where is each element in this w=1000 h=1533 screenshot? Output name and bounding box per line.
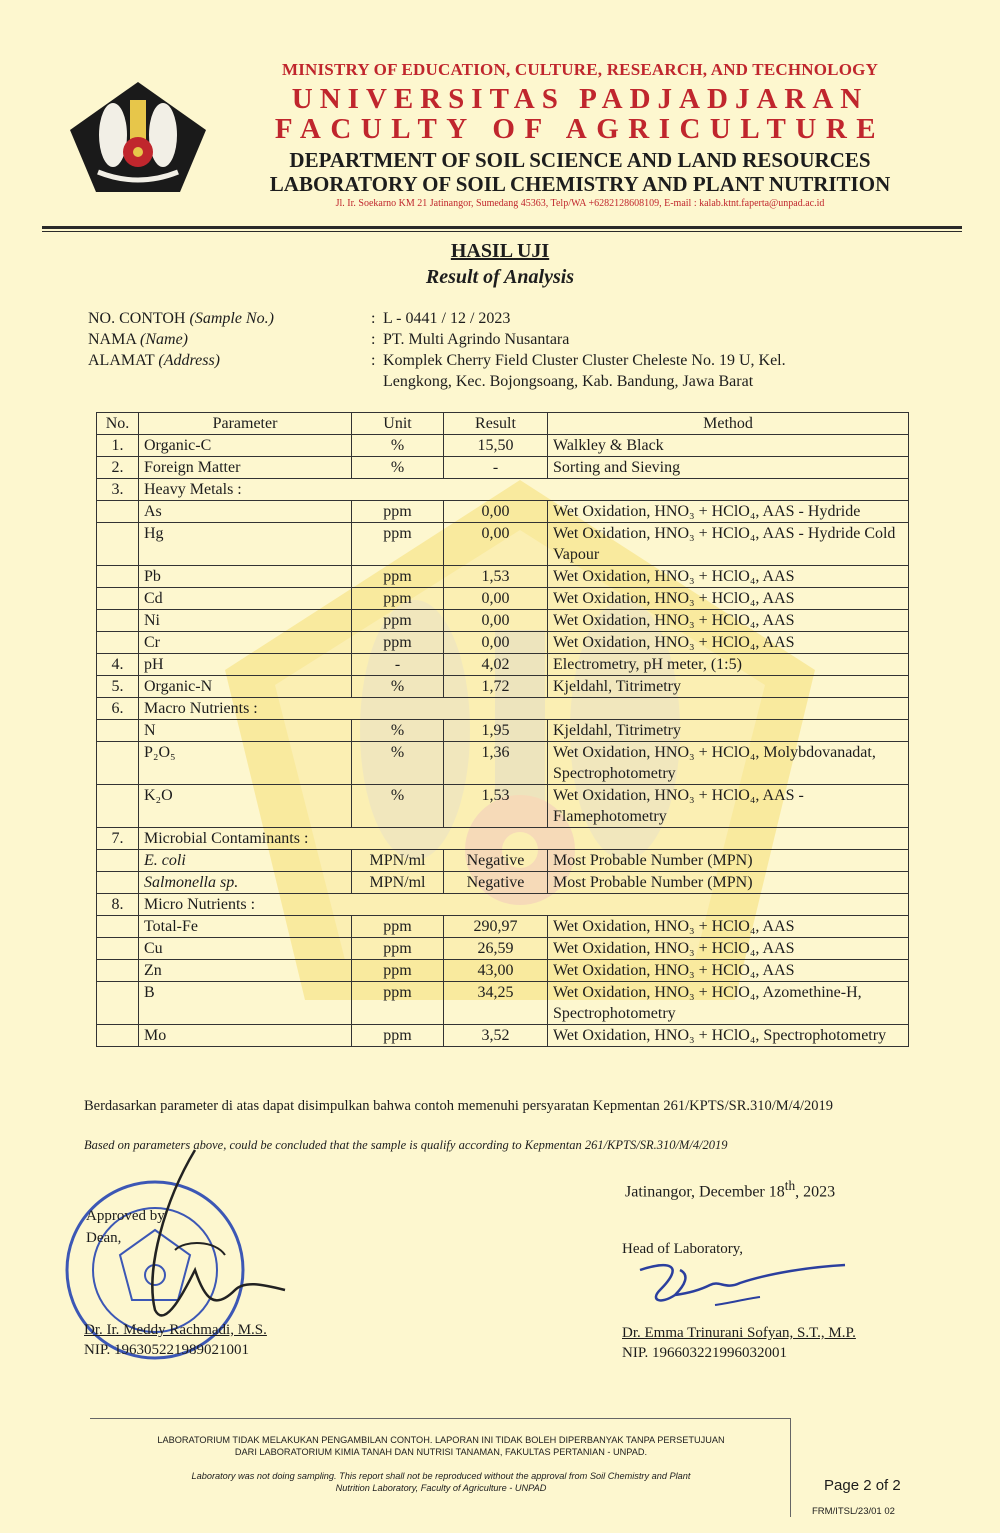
- unit-cell: %: [352, 742, 444, 785]
- method-cell: Wet Oxidation, HNO₃ + HClO₄, AAS: [548, 938, 909, 960]
- page-number: Page 2 of 2: [824, 1477, 901, 1494]
- result-cell: 290,97: [444, 916, 548, 938]
- unit-cell: ppm: [352, 610, 444, 632]
- table-section-row: [97, 828, 909, 850]
- unit-cell: ppm: [352, 523, 444, 566]
- table-row: [97, 960, 909, 982]
- unpad-logo-icon: [68, 80, 208, 195]
- sample-info: [88, 308, 908, 392]
- header-method: Method: [548, 413, 909, 435]
- row-number: 2.: [97, 457, 139, 479]
- parameter-cell: Pb: [139, 566, 352, 588]
- method-cell: Most Probable Number (MPN): [548, 872, 909, 894]
- sample-address-row: ALAMAT (Address) : Komplek Cherry Field Cluster Cluster Cheleste No. 19 U, Kel.: [88, 352, 786, 369]
- approved-by-label: Approved by: [86, 1208, 165, 1224]
- sample-address-label: ALAMAT: [88, 352, 155, 369]
- parameter-cell: N: [139, 720, 352, 742]
- footer-notice-id: LABORATORIUM TIDAK MELAKUKAN PENGAMBILAN CONTOH. LAPORAN INI TIDAK BOLEH DIPERBANYAK TANPA PERSETUJUAN DARI LABORATORIUM KIMIA TANAH DAN NUTRISI TANAMAN, FAKULTAS PERTANIAN - UNPAD.: [157, 1435, 725, 1457]
- department-heading: DEPARTMENT OF SOIL SCIENCE AND LAND RESOURCES: [289, 148, 871, 172]
- sample-no-row: NO. CONTOH (Sample No.) : L - 0441 / 12 / 2023: [88, 310, 511, 327]
- sample-address-line2: Lengkong, Kec. Bojongsoang, Kab. Bandung, Jawa Barat: [383, 373, 754, 390]
- table-row: [97, 501, 909, 523]
- result-cell: 1,53: [444, 785, 548, 828]
- table-row: [97, 676, 909, 698]
- row-number: [97, 632, 139, 654]
- unit-cell: MPN/ml: [352, 872, 444, 894]
- section-title: Micro Nutrients :: [139, 894, 909, 916]
- sample-address-label-en: (Address): [158, 352, 220, 369]
- row-number: 3.: [97, 479, 139, 501]
- ministry-heading: MINISTRY OF EDUCATION, CULTURE, RESEARCH, AND TECHNOLOGY: [281, 60, 879, 79]
- sample-name-label-en: (Name): [140, 331, 188, 348]
- parameter-cell: Cr: [139, 632, 352, 654]
- row-number: [97, 916, 139, 938]
- row-number: 6.: [97, 698, 139, 720]
- unit-cell: %: [352, 720, 444, 742]
- page-title: HASIL UJI: [450, 240, 550, 262]
- parameter-cell: E. coli: [139, 850, 352, 872]
- place-date: Jatinangor, December 18th, 2023: [625, 1178, 836, 1201]
- method-cell: Wet Oxidation, HNO₃ + HClO₄, Azomethine-H, Spectrophotometry: [548, 982, 909, 1025]
- unit-cell: ppm: [352, 588, 444, 610]
- lab-address: Jl. Ir. Soekarno KM 21 Jatinangor, Sumedang 45363, Telp/WA +6282128608109, E-mail : kalab.ktnt.faperta@unpad.ac.id: [335, 198, 825, 209]
- university-heading: UNIVERSITAS PADJADJARAN: [291, 83, 869, 115]
- table-row: [97, 1025, 909, 1047]
- result-cell: 0,00: [444, 632, 548, 654]
- method-cell: Most Probable Number (MPN): [548, 850, 909, 872]
- table-row: [97, 654, 909, 676]
- row-number: [97, 566, 139, 588]
- row-number: 5.: [97, 676, 139, 698]
- unit-cell: %: [352, 676, 444, 698]
- result-cell: Negative: [444, 872, 548, 894]
- table-row: [97, 566, 909, 588]
- method-cell: Wet Oxidation, HNO₃ + HClO₄, AAS: [548, 588, 909, 610]
- table-row: [97, 916, 909, 938]
- unit-cell: ppm: [352, 566, 444, 588]
- method-cell: Wet Oxidation, HNO₃ + HClO₄, AAS - Hydride: [548, 501, 909, 523]
- sample-address-line1: Komplek Cherry Field Cluster Cluster Cheleste No. 19 U, Kel.: [383, 352, 786, 369]
- unit-cell: ppm: [352, 1025, 444, 1047]
- method-cell: Electrometry, pH meter, (1:5): [548, 654, 909, 676]
- parameter-cell: Foreign Matter: [139, 457, 352, 479]
- header-unit: Unit: [352, 413, 444, 435]
- method-cell: Wet Oxidation, HNO₃ + HClO₄, AAS: [548, 916, 909, 938]
- parameter-cell: Hg: [139, 523, 352, 566]
- parameter-cell: As: [139, 501, 352, 523]
- row-number: [97, 938, 139, 960]
- results-table: [96, 412, 909, 1047]
- parameter-cell: Total-Fe: [139, 916, 352, 938]
- row-number: [97, 785, 139, 828]
- head-of-lab-nip: NIP. 196603221996032001: [622, 1345, 788, 1361]
- section-title: Macro Nutrients :: [139, 698, 909, 720]
- unit-cell: ppm: [352, 632, 444, 654]
- row-number: [97, 588, 139, 610]
- table-row: [97, 742, 909, 785]
- header-parameter: Parameter: [139, 413, 352, 435]
- head-of-lab-label: Head of Laboratory,: [622, 1241, 744, 1257]
- method-cell: Wet Oxidation, HNO₃ + HClO₄, AAS - Flamephotometry: [548, 785, 909, 828]
- table-section-row: [97, 894, 909, 916]
- table-row: [97, 982, 909, 1025]
- method-cell: Wet Oxidation, HNO₃ + HClO₄, AAS: [548, 960, 909, 982]
- result-cell: 1,53: [444, 566, 548, 588]
- table-row: [97, 588, 909, 610]
- result-cell: 1,95: [444, 720, 548, 742]
- unit-cell: %: [352, 435, 444, 457]
- table-row: [97, 720, 909, 742]
- table-row: [97, 872, 909, 894]
- unit-cell: %: [352, 457, 444, 479]
- unit-cell: ppm: [352, 501, 444, 523]
- table-section-row: [97, 698, 909, 720]
- result-cell: 4,02: [444, 654, 548, 676]
- parameter-cell: Organic-N: [139, 676, 352, 698]
- table-row: [97, 610, 909, 632]
- dean-signature-icon: [125, 1140, 295, 1340]
- table-row: [97, 523, 909, 566]
- row-number: 1.: [97, 435, 139, 457]
- result-cell: Negative: [444, 850, 548, 872]
- parameter-cell: Mo: [139, 1025, 352, 1047]
- footer-box: [90, 1418, 791, 1517]
- result-cell: 26,59: [444, 938, 548, 960]
- parameter-cell: Salmonella sp.: [139, 872, 352, 894]
- row-number: [97, 982, 139, 1025]
- parameter-cell: K₂O: [139, 785, 352, 828]
- row-number: [97, 850, 139, 872]
- dean-label: Dean,: [86, 1230, 122, 1246]
- sample-name-value: PT. Multi Agrindo Nusantara: [383, 331, 570, 348]
- method-cell: Wet Oxidation, HNO₃ + HClO₄, AAS: [548, 632, 909, 654]
- results-table-body: [97, 435, 909, 1047]
- result-cell: 1,72: [444, 676, 548, 698]
- laboratory-heading: LABORATORY OF SOIL CHEMISTRY AND PLANT NUTRITION: [269, 172, 891, 196]
- header-no: No.: [97, 413, 139, 435]
- parameter-cell: pH: [139, 654, 352, 676]
- method-cell: Wet Oxidation, HNO₃ + HClO₄, Spectrophotometry: [548, 1025, 909, 1047]
- result-cell: 0,00: [444, 501, 548, 523]
- result-cell: 34,25: [444, 982, 548, 1025]
- unit-cell: MPN/ml: [352, 850, 444, 872]
- method-cell: Kjeldahl, Titrimetry: [548, 676, 909, 698]
- unit-cell: ppm: [352, 982, 444, 1025]
- result-cell: 1,36: [444, 742, 548, 785]
- table-header-row: [97, 413, 909, 435]
- method-cell: Walkley & Black: [548, 435, 909, 457]
- row-number: 7.: [97, 828, 139, 850]
- row-number: [97, 720, 139, 742]
- method-cell: Wet Oxidation, HNO₃ + HClO₄, AAS: [548, 610, 909, 632]
- parameter-cell: B: [139, 982, 352, 1025]
- row-number: [97, 960, 139, 982]
- table-row: [97, 785, 909, 828]
- conclusion-text: Berdasarkan parameter di atas dapat disimpulkan bahwa contoh memenuhi persyaratan Kepmentan 261/KPTS/SR.310/M/4/2019: [84, 1098, 833, 1114]
- method-cell: Wet Oxidation, HNO₃ + HClO₄, AAS: [548, 566, 909, 588]
- parameter-cell: Cd: [139, 588, 352, 610]
- parameter-cell: Cu: [139, 938, 352, 960]
- form-number: FRM/ITSL/23/01 02: [812, 1506, 895, 1517]
- result-cell: 0,00: [444, 610, 548, 632]
- method-cell: Wet Oxidation, HNO₃ + HClO₄, AAS - Hydride Cold Vapour: [548, 523, 909, 566]
- sample-no-value: L - 0441 / 12 / 2023: [383, 310, 511, 327]
- table-row: [97, 938, 909, 960]
- method-cell: Wet Oxidation, HNO₃ + HClO₄, Molybdovanadat, Spectrophotometry: [548, 742, 909, 785]
- parameter-cell: Zn: [139, 960, 352, 982]
- sample-name-label: NAMA: [88, 331, 137, 348]
- footer-notice-en: Laboratory was not doing sampling. This report shall not be reproduced without the approval from Soil Chemistry and Plant Nutrition Laboratory, Faculty of Agriculture - UNPAD: [191, 1471, 691, 1493]
- head-of-lab-signature-icon: [630, 1255, 850, 1325]
- result-cell: 3,52: [444, 1025, 548, 1047]
- method-cell: Sorting and Sieving: [548, 457, 909, 479]
- header-divider: [42, 226, 962, 229]
- table-row: [97, 632, 909, 654]
- faculty-heading: FACULTY OF AGRICULTURE: [274, 113, 886, 145]
- row-number: 8.: [97, 894, 139, 916]
- parameter-cell: Organic-C: [139, 435, 352, 457]
- row-number: [97, 872, 139, 894]
- result-cell: -: [444, 457, 548, 479]
- row-number: 4.: [97, 654, 139, 676]
- row-number: [97, 501, 139, 523]
- unit-cell: -: [352, 654, 444, 676]
- unit-cell: %: [352, 785, 444, 828]
- table-row: [97, 457, 909, 479]
- unit-cell: ppm: [352, 916, 444, 938]
- result-cell: 0,00: [444, 523, 548, 566]
- section-title: Microbial Contaminants :: [139, 828, 909, 850]
- row-number: [97, 610, 139, 632]
- dean-name: Dr. Ir. Meddy Rachmadi, M.S.: [84, 1322, 267, 1338]
- sample-no-label-en: (Sample No.): [189, 310, 274, 327]
- row-number: [97, 742, 139, 785]
- unit-cell: ppm: [352, 960, 444, 982]
- parameter-cell: P₂O₅: [139, 742, 352, 785]
- sample-name-row: NAMA (Name) : PT. Multi Agrindo Nusantara: [88, 331, 570, 348]
- table-row: [97, 435, 909, 457]
- result-cell: 15,50: [444, 435, 548, 457]
- result-cell: 0,00: [444, 588, 548, 610]
- table-row: [97, 850, 909, 872]
- header-result: Result: [444, 413, 548, 435]
- page-subtitle: Result of Analysis: [425, 266, 575, 288]
- sample-no-label: NO. CONTOH: [88, 310, 186, 327]
- table-section-row: [97, 479, 909, 501]
- row-number: [97, 1025, 139, 1047]
- head-of-lab-name: Dr. Emma Trinurani Sofyan, S.T., M.P.: [622, 1325, 856, 1341]
- method-cell: Kjeldahl, Titrimetry: [548, 720, 909, 742]
- dean-nip: NIP. 196305221989021001: [84, 1342, 250, 1358]
- conclusion-text-en: Based on parameters above, could be concluded that the sample is qualify according to Kepmentan 261/KPTS/SR.310/M/4/2019: [84, 1138, 728, 1152]
- result-cell: 43,00: [444, 960, 548, 982]
- row-number: [97, 523, 139, 566]
- unit-cell: ppm: [352, 938, 444, 960]
- section-title: Heavy Metals :: [139, 479, 909, 501]
- parameter-cell: Ni: [139, 610, 352, 632]
- header-divider-thin: [42, 231, 962, 232]
